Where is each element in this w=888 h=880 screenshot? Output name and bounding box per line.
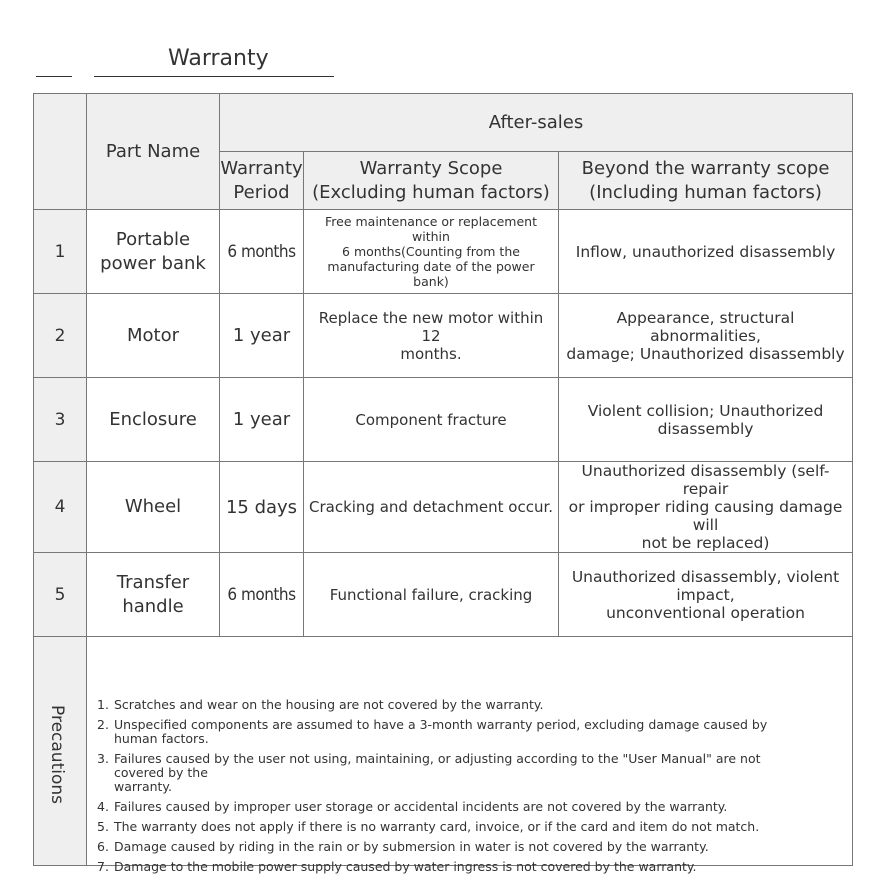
list-item-text: Failures caused by the user not using, maintaining, or adjusting according to the "User Manual" are not covered by the: [114, 751, 761, 780]
beyond-scope-l3: not be replaced): [641, 534, 770, 552]
header-beyond-l1: Beyond the warranty scope: [581, 157, 830, 179]
part-name-l2: power bank: [100, 252, 206, 274]
list-item: [97, 860, 797, 874]
warranty-scope: [304, 210, 559, 294]
precautions-list: [97, 698, 797, 880]
warranty-scope-l1: Functional failure, cracking: [329, 585, 533, 604]
table-row: [34, 294, 853, 378]
list-item-text-cont: warranty.: [114, 779, 173, 794]
header-beyond-scope: [559, 152, 853, 210]
beyond-scope-l1: Violent collision; Unauthorized: [587, 401, 824, 420]
part-name-l2: handle: [122, 595, 184, 617]
warranty-scope-l2: 6 months(Counting from the: [342, 244, 520, 259]
part-name: [87, 294, 220, 378]
beyond-scope: [559, 294, 853, 378]
list-item: [97, 820, 797, 834]
part-name: [87, 462, 220, 553]
warranty-scope: [304, 553, 559, 637]
row-number: 3: [34, 378, 87, 462]
row-number: 5: [34, 553, 87, 637]
header-warranty-scope: [304, 152, 559, 210]
beyond-scope: [559, 210, 853, 294]
part-name: [87, 553, 220, 637]
warranty-scope-l3: manufacturing date of the power bank): [327, 259, 535, 289]
row-number: 1: [34, 210, 87, 294]
table-row: [34, 210, 853, 294]
header-scope-l1: Warranty Scope: [359, 157, 503, 179]
page-title-block: [36, 44, 336, 78]
warranty-table: [33, 93, 853, 874]
precautions-label: Precautions: [47, 705, 67, 804]
warranty-scope: [304, 294, 559, 378]
beyond-scope-l1: Appearance, structural abnormalities,: [616, 308, 795, 345]
part-name-l1: Enclosure: [109, 408, 197, 430]
row-number: 4: [34, 462, 87, 553]
part-name-l1: Motor: [126, 324, 179, 346]
page-title: Warranty: [168, 46, 269, 71]
beyond-scope: [559, 462, 853, 553]
beyond-scope-l2: or improper riding causing damage will: [568, 498, 843, 534]
list-item: [97, 752, 797, 794]
part-name: [87, 210, 220, 294]
precautions-row: [34, 637, 853, 866]
warranty-scope-l1: Cracking and detachment occur.: [308, 498, 554, 516]
list-item-text: Damage to the mobile power supply caused by water ingress is not covered by the warranty.: [114, 859, 697, 874]
row-number: 2: [34, 294, 87, 378]
precautions-content: [87, 637, 853, 874]
precautions-label-cell: [34, 637, 87, 866]
header-part-name: [87, 94, 220, 210]
list-item: [97, 840, 797, 854]
warranty-period: 6 months: [220, 210, 304, 294]
warranty-period: 1 year: [220, 378, 304, 462]
table-row: [34, 462, 853, 553]
header-warranty-period-l2: Period: [233, 181, 290, 203]
list-item-number: 7.: [97, 859, 109, 874]
list-item: [97, 800, 797, 814]
warranty-scope-l1: Free maintenance or replacement within: [325, 214, 537, 244]
list-item-number: 5.: [97, 819, 109, 834]
list-item-number: 3.: [97, 751, 109, 766]
list-item: [97, 698, 797, 712]
beyond-scope-l2: damage; Unauthorized disassembly: [566, 344, 845, 363]
list-item-text: Unspecified components are assumed to have a 3-month warranty period, excluding damage caused by human factors.: [114, 717, 768, 746]
warranty-scope-l2: months.: [400, 344, 462, 363]
list-item-text: Failures caused by improper user storage or accidental incidents are not covered by the warranty.: [114, 799, 728, 814]
header-row-1: [34, 94, 853, 152]
part-name: [87, 378, 220, 462]
list-item-text: Scratches and wear on the housing are not covered by the warranty.: [114, 697, 544, 712]
warranty-scope-l1: Replace the new motor within 12: [318, 308, 544, 345]
beyond-scope-l1: Unauthorized disassembly (self-repair: [581, 462, 830, 498]
beyond-scope-l2: disassembly: [657, 419, 754, 438]
beyond-scope: [559, 553, 853, 637]
header-warranty-period-l1: Warranty: [220, 157, 303, 179]
part-name-l1: Transfer: [116, 571, 190, 593]
header-num-cell: [34, 94, 87, 210]
title-underline-short: [36, 76, 72, 77]
header-scope-l2: (Excluding human factors): [312, 181, 550, 203]
beyond-scope-l3: unconventional operation: [606, 603, 805, 622]
warranty-scope: [304, 378, 559, 462]
list-item-number: 2.: [97, 717, 109, 732]
list-item-text: Damage caused by riding in the rain or by submersion in water is not covered by the warranty.: [114, 839, 709, 854]
header-after-sales: [220, 94, 853, 152]
list-item-number: 1.: [97, 697, 109, 712]
table-row: [34, 553, 853, 637]
part-name-l1: Portable: [115, 228, 191, 250]
list-item-text: The warranty does not apply if there is no warranty card, invoice, or if the card and item do not match.: [114, 819, 760, 834]
list-item: [97, 718, 797, 746]
header-part-name-text: Part Name: [105, 141, 201, 162]
beyond-scope-l1: Inflow, unauthorized disassembly: [575, 242, 836, 261]
warranty-period: 1 year: [220, 294, 304, 378]
header-after-sales-text: After-sales: [488, 112, 584, 133]
header-warranty-period: [220, 152, 304, 210]
list-item-number: 6.: [97, 839, 109, 854]
beyond-scope: [559, 378, 853, 462]
table-row: [34, 378, 853, 462]
part-name-l1: Wheel: [124, 496, 182, 517]
warranty-scope-l1: Component fracture: [355, 410, 507, 429]
beyond-scope-l2: impact,: [676, 585, 735, 604]
title-underline: [94, 76, 334, 77]
list-item-number: 4.: [97, 799, 109, 814]
header-beyond-l2: (Including human factors): [589, 181, 822, 203]
beyond-scope-l1: Unauthorized disassembly, violent: [571, 567, 840, 586]
warranty-scope: [304, 462, 559, 553]
warranty-period: 6 months: [220, 553, 304, 637]
warranty-period: 15 days: [220, 462, 304, 553]
